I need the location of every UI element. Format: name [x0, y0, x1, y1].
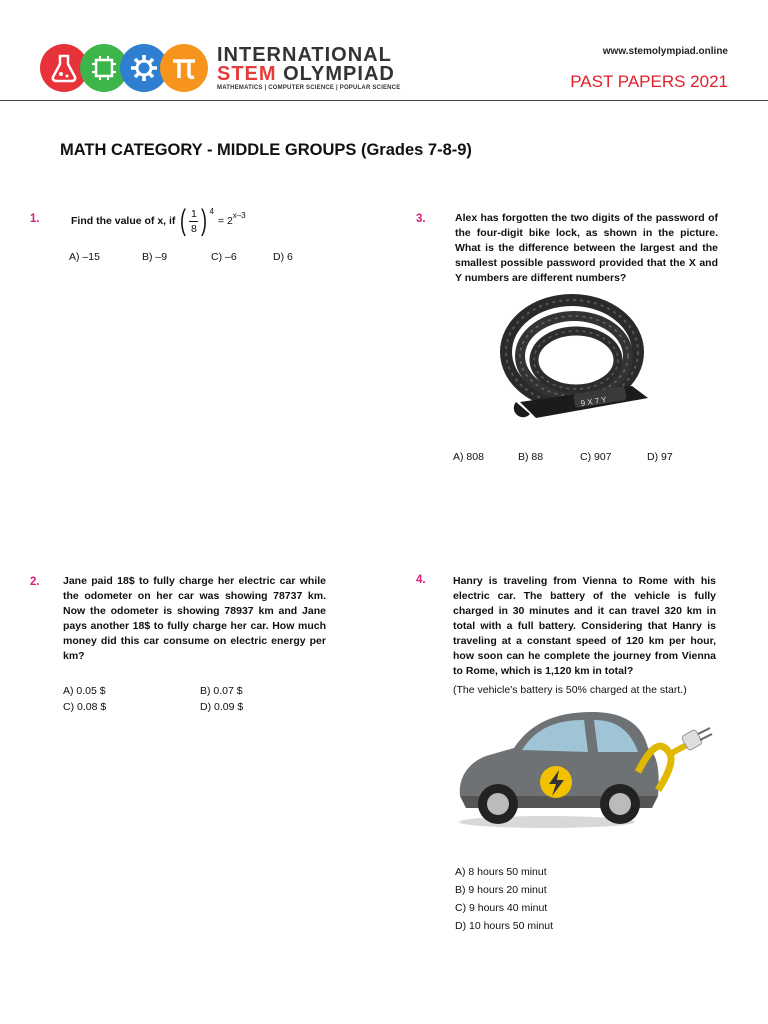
logo-subline: MATHEMATICS | COMPUTER SCIENCE | POPULAR SCIENCE	[217, 85, 401, 91]
header-divider	[0, 100, 768, 101]
q2-answer-c: C) 0.08 $	[63, 701, 107, 713]
logo-title-line1: INTERNATIONAL	[217, 44, 392, 66]
question-1-expression	[71, 205, 246, 237]
past-papers-label: PAST PAPERS 2021	[570, 72, 728, 91]
logo-stem-word: STEM	[217, 63, 277, 85]
question-4-note: (The vehicle's battery is 50% charged at the start.)	[453, 684, 687, 696]
electric-car-image	[452, 704, 717, 834]
question-3-text: Alex has forgotten the two digits of the password of the four-digit bike lock, as shown in the picture. What is the difference between the largest and the smallest possible password provided that the X and Y numbers are different numbers?	[455, 212, 718, 284]
question-4-number: 4.	[416, 574, 426, 586]
pi-icon	[160, 44, 208, 92]
question-2-text: Jane paid 18$ to fully charge her electric car while the odometer on her car was showing 78737 km. Now the odometer is showing 78937 km and Jane pays another 18$ to fully charge her car. How much money did this car consume on electric energy per km?	[63, 575, 326, 662]
website-url: www.stemolympiad.online	[602, 46, 728, 57]
q3-answer-d: D) 97	[647, 451, 673, 463]
q1-answer-d: D) 6	[273, 251, 293, 263]
equation-rhs: = 2	[217, 215, 233, 227]
q1-answer-c: C) –6	[211, 251, 237, 263]
question-1-prompt: Find the value of x, if	[71, 215, 176, 227]
lock-digits: 9 X 7 Y	[580, 395, 608, 409]
q4-answer-b: B) 9 hours 20 minut	[455, 884, 547, 896]
q4-answer-a: A) 8 hours 50 minut	[455, 866, 547, 878]
left-paren: (	[180, 204, 187, 237]
question-3-number: 3.	[416, 213, 426, 225]
right-paren: )	[201, 204, 208, 237]
q1-answer-b: B) –9	[142, 251, 168, 263]
q1-answer-a: A) –15	[69, 251, 100, 263]
q2-answer-b: B) 0.07 $	[200, 685, 243, 697]
question-4-text: Hanry is traveling from Vienna to Rome with his electric car. The battery of the vehicle is fully charged in 30 minutes and it can travel 320 km in total with a full battery. Considering that Hanry is traveling at a constant speed of 120 km per hour, how soon can he complete the journey from Vienna to Rome, which is 1,120 km in total?	[453, 575, 716, 677]
rhs-exponent: x–3	[232, 210, 246, 220]
logo-mark	[40, 44, 210, 94]
q4-answer-c: C) 9 hours 40 minut	[455, 902, 548, 914]
logo-title-line2	[217, 63, 395, 86]
q2-answer-d: D) 0.09 $	[200, 701, 244, 713]
q3-answer-c: C) 907	[580, 451, 612, 463]
fraction	[189, 208, 198, 235]
q2-answer-a: A) 0.05 $	[63, 685, 106, 697]
fraction-bar	[189, 221, 198, 222]
logo-olympiad-word: OLYMPIAD	[276, 63, 395, 85]
question-2-number: 2.	[30, 576, 40, 588]
power-exponent: 4	[209, 206, 214, 216]
q3-answer-a: A) 808	[453, 451, 484, 463]
fraction-numerator: 1	[191, 207, 197, 220]
q3-answer-b: B) 88	[518, 451, 544, 463]
bike-lock-image	[500, 290, 660, 430]
page-title: MATH CATEGORY - MIDDLE GROUPS (Grades 7-8-9)	[60, 141, 472, 159]
question-1-number: 1.	[30, 213, 40, 225]
fraction-denominator: 8	[191, 222, 197, 235]
q4-answer-d: D) 10 hours 50 minut	[455, 920, 554, 932]
